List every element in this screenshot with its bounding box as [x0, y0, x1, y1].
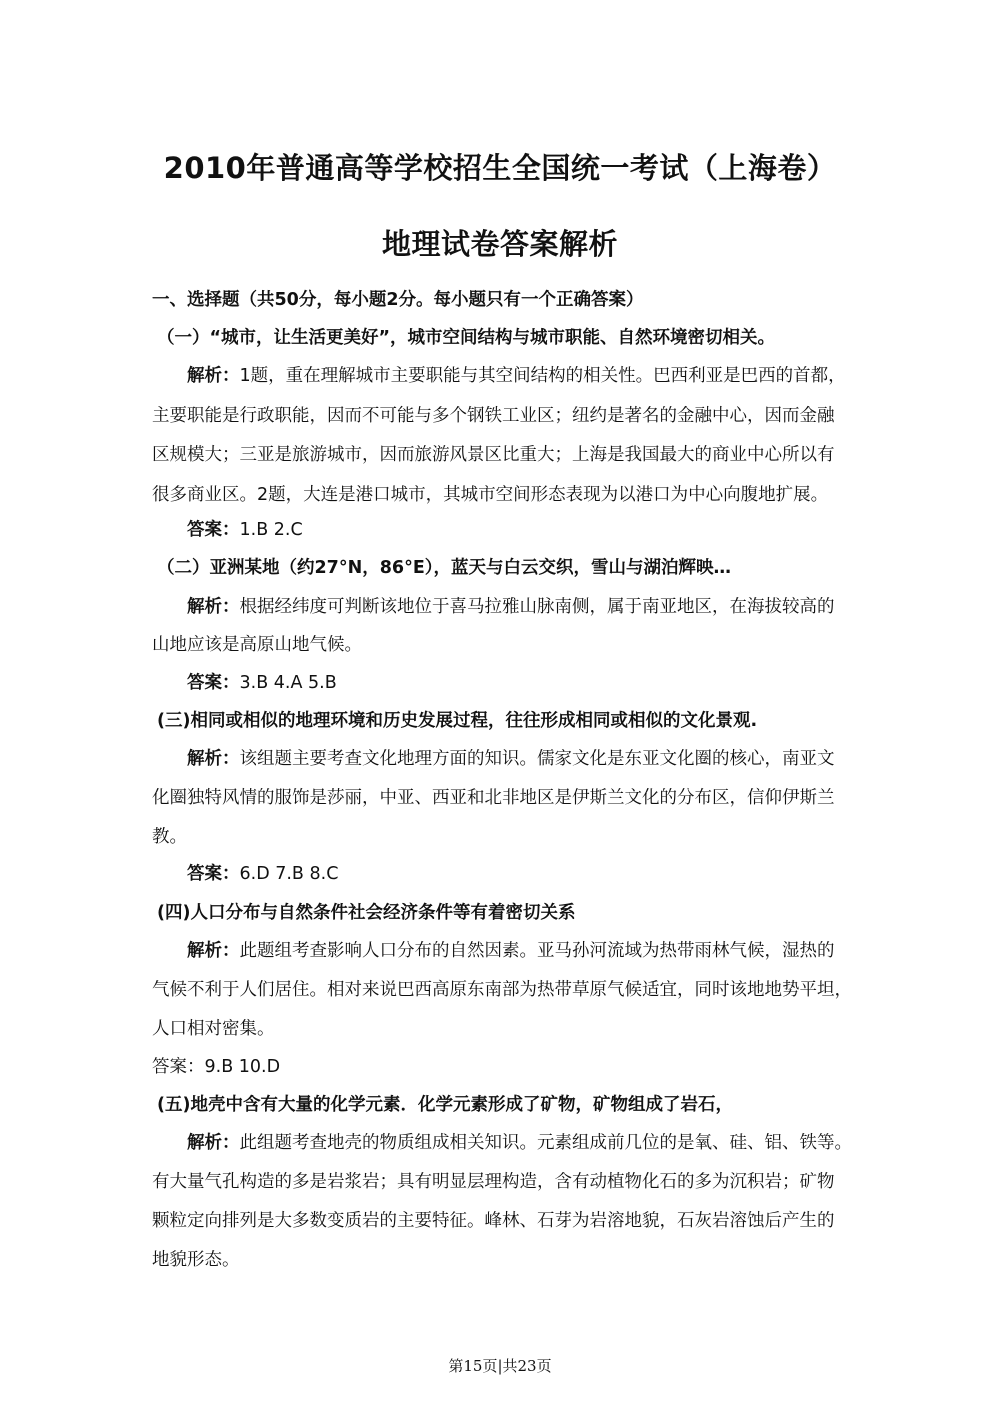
group-heading-4: (四)人口分布与自然条件社会经济条件等有着密切关系	[157, 903, 576, 923]
group-heading-1: （一）“城市，让生活更美好”，城市空间结构与城市职能、自然环境密切相关。	[157, 328, 776, 348]
group-heading-3: (三)相同或相似的地理环境和历史发展过程，往往形成相同或相似的文化景观.	[157, 711, 758, 731]
answer-line: 答案：6.D 7.B 8.C	[187, 864, 339, 884]
analysis-line: 有大量气孔构造的多是岩浆岩；具有明显层理构造，含有动植物化石的多为沉积岩；矿物	[152, 1172, 835, 1192]
analysis-line: 很多商业区。2题，大连是港口城市，其城市空间形态表现为以港口为中心向腹地扩展。	[152, 485, 829, 505]
analysis-label: 解析：	[187, 941, 240, 961]
analysis-label: 解析：	[187, 1133, 240, 1153]
answer-label: 答案：	[187, 673, 240, 693]
analysis-line: 区规模大；三亚是旅游城市，因而旅游风景区比重大；上海是我国最大的商业中心所以有	[152, 445, 835, 465]
answer-line: 答案：9.B 10.D	[152, 1057, 281, 1077]
analysis-line: 主要职能是行政职能，因而不可能与多个钢铁工业区；纽约是著名的金融中心，因而金融	[152, 406, 835, 426]
analysis-line: 气候不利于人们居住。相对来说巴西高原东南部为热带草原气候适宜，同时该地地势平坦，	[152, 980, 852, 1000]
analysis-line: 解析：根据经纬度可判断该地位于喜马拉雅山脉南侧，属于南亚地区，在海拔较高的	[187, 597, 835, 617]
section-heading: 一、选择题（共50分，每小题2分。每小题只有一个正确答案）	[152, 290, 644, 310]
page-subtitle: 地理试卷答案解析	[381, 227, 618, 261]
analysis-line: 人口相对密集。	[152, 1019, 275, 1039]
answer-label: 答案：	[187, 520, 240, 540]
analysis-line: 化圈独特风情的服饰是莎丽，中亚、西亚和北非地区是伊斯兰文化的分布区，信仰伊斯兰	[152, 788, 835, 808]
analysis-line: 地貌形态。	[152, 1250, 240, 1270]
answer-line: 答案：3.B 4.A 5.B	[187, 673, 337, 693]
analysis-line: 山地应该是高原山地气候。	[152, 635, 362, 655]
analysis-label: 解析：	[187, 366, 240, 386]
answer-label: 答案：	[152, 1057, 205, 1077]
answer-line: 答案：1.B 2.C	[187, 520, 303, 540]
analysis-line: 教。	[152, 827, 187, 847]
page-title: 2010年普通高等学校招生全国统一考试（上海卷）	[163, 151, 837, 185]
analysis-line: 颗粒定向排列是大多数变质岩的主要特征。峰林、石芽为岩溶地貌，石灰岩溶蚀后产生的	[152, 1211, 835, 1231]
answer-label: 答案：	[187, 864, 240, 884]
analysis-line: 解析：1题，重在理解城市主要职能与其空间结构的相关性。巴西利亚是巴西的首都，	[187, 366, 846, 386]
group-heading-5: (五)地壳中含有大量的化学元素．化学元素形成了矿物，矿物组成了岩石，	[157, 1095, 733, 1115]
analysis-line: 解析：此题组考查影响人口分布的自然因素。亚马孙河流域为热带雨林气候，湿热的	[187, 941, 835, 961]
analysis-line: 解析：此组题考查地壳的物质组成相关知识。元素组成前几位的是氧、硅、铝、铁等。	[187, 1133, 852, 1153]
analysis-label: 解析：	[187, 749, 240, 769]
group-heading-2: （二）亚洲某地（约27°N，86°E），蓝天与白云交织，雪山与湖泊辉映…	[157, 558, 732, 578]
analysis-label: 解析：	[187, 597, 240, 617]
page-footer: 第15页|共23页	[448, 1357, 552, 1375]
analysis-line: 解析：该组题主要考查文化地理方面的知识。儒家文化是东亚文化圈的核心，南亚文	[187, 749, 835, 769]
